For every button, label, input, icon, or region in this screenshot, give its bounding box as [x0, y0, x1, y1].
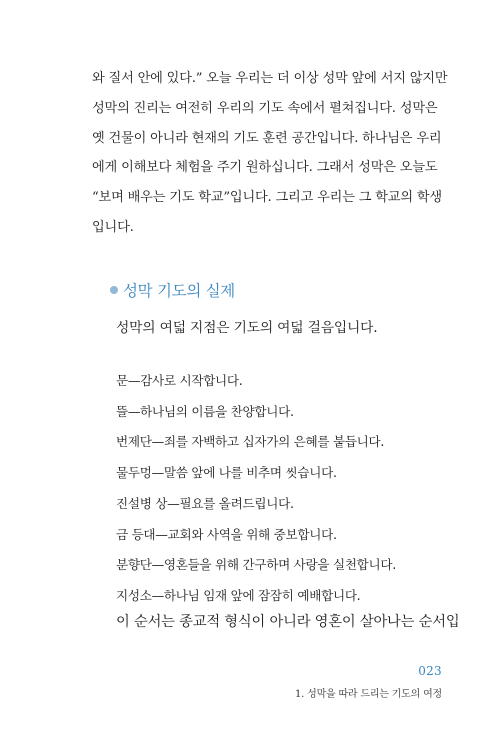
- list-item: 분향단—영혼들을 위해 간구하며 사랑을 실천합니다.: [116, 557, 396, 573]
- intro-line: 옛 건물이 아니라 현재의 기도 훈련 공간입니다. 하나님은 우리: [92, 130, 442, 146]
- running-footer: 1. 성막을 따라 드리는 기도의 여정: [294, 689, 442, 700]
- list-item: 뜰—하나님의 이름을 찬양합니다.: [116, 403, 294, 419]
- section-title: 성막 기도의 실제: [123, 282, 235, 300]
- list-item: 지성소—하나님 임재 앞에 잠잠히 예배합니다.: [116, 587, 361, 603]
- section-lead: 성막의 여덟 지점은 기도의 여덟 걸음입니다.: [116, 320, 378, 336]
- list-item: 물두멍—말씀 앞에 나를 비추며 씻습니다.: [116, 465, 337, 481]
- intro-line: 성막의 진리는 여전히 우리의 기도 속에서 펼쳐집니다. 성막은: [92, 100, 438, 116]
- closing-sentence: 이 순서는 종교적 형식이 아니라 영혼이 살아나는 순서입: [116, 614, 460, 630]
- list-item: 금 등대—교회와 사역을 위해 중보합니다.: [116, 526, 337, 542]
- section-heading: [110, 279, 235, 301]
- intro-line: 입니다.: [92, 219, 134, 235]
- list-item: 번제단—죄를 자백하고 십자가의 은혜를 붙듭니다.: [116, 434, 385, 450]
- prayer-steps-list: [116, 366, 396, 612]
- intro-line: “보며 배우는 기도 학교”입니다. 그리고 우리는 그 학교의 학생: [92, 190, 442, 206]
- intro-paragraph: [92, 64, 472, 243]
- list-item: 진설병 상—필요를 올려드립니다.: [116, 495, 294, 511]
- bullet-dot-icon: [110, 286, 118, 294]
- list-item: 문—감사로 시작합니다.: [116, 373, 243, 388]
- intro-line: 와 질서 안에 있다.” 오늘 우리는 더 이상 성막 앞에 서지 않지만: [92, 71, 448, 86]
- page-number: 023: [418, 664, 442, 678]
- intro-line: 에게 이해보다 체험을 주기 원하십니다. 그래서 성막은 오늘도: [92, 160, 438, 176]
